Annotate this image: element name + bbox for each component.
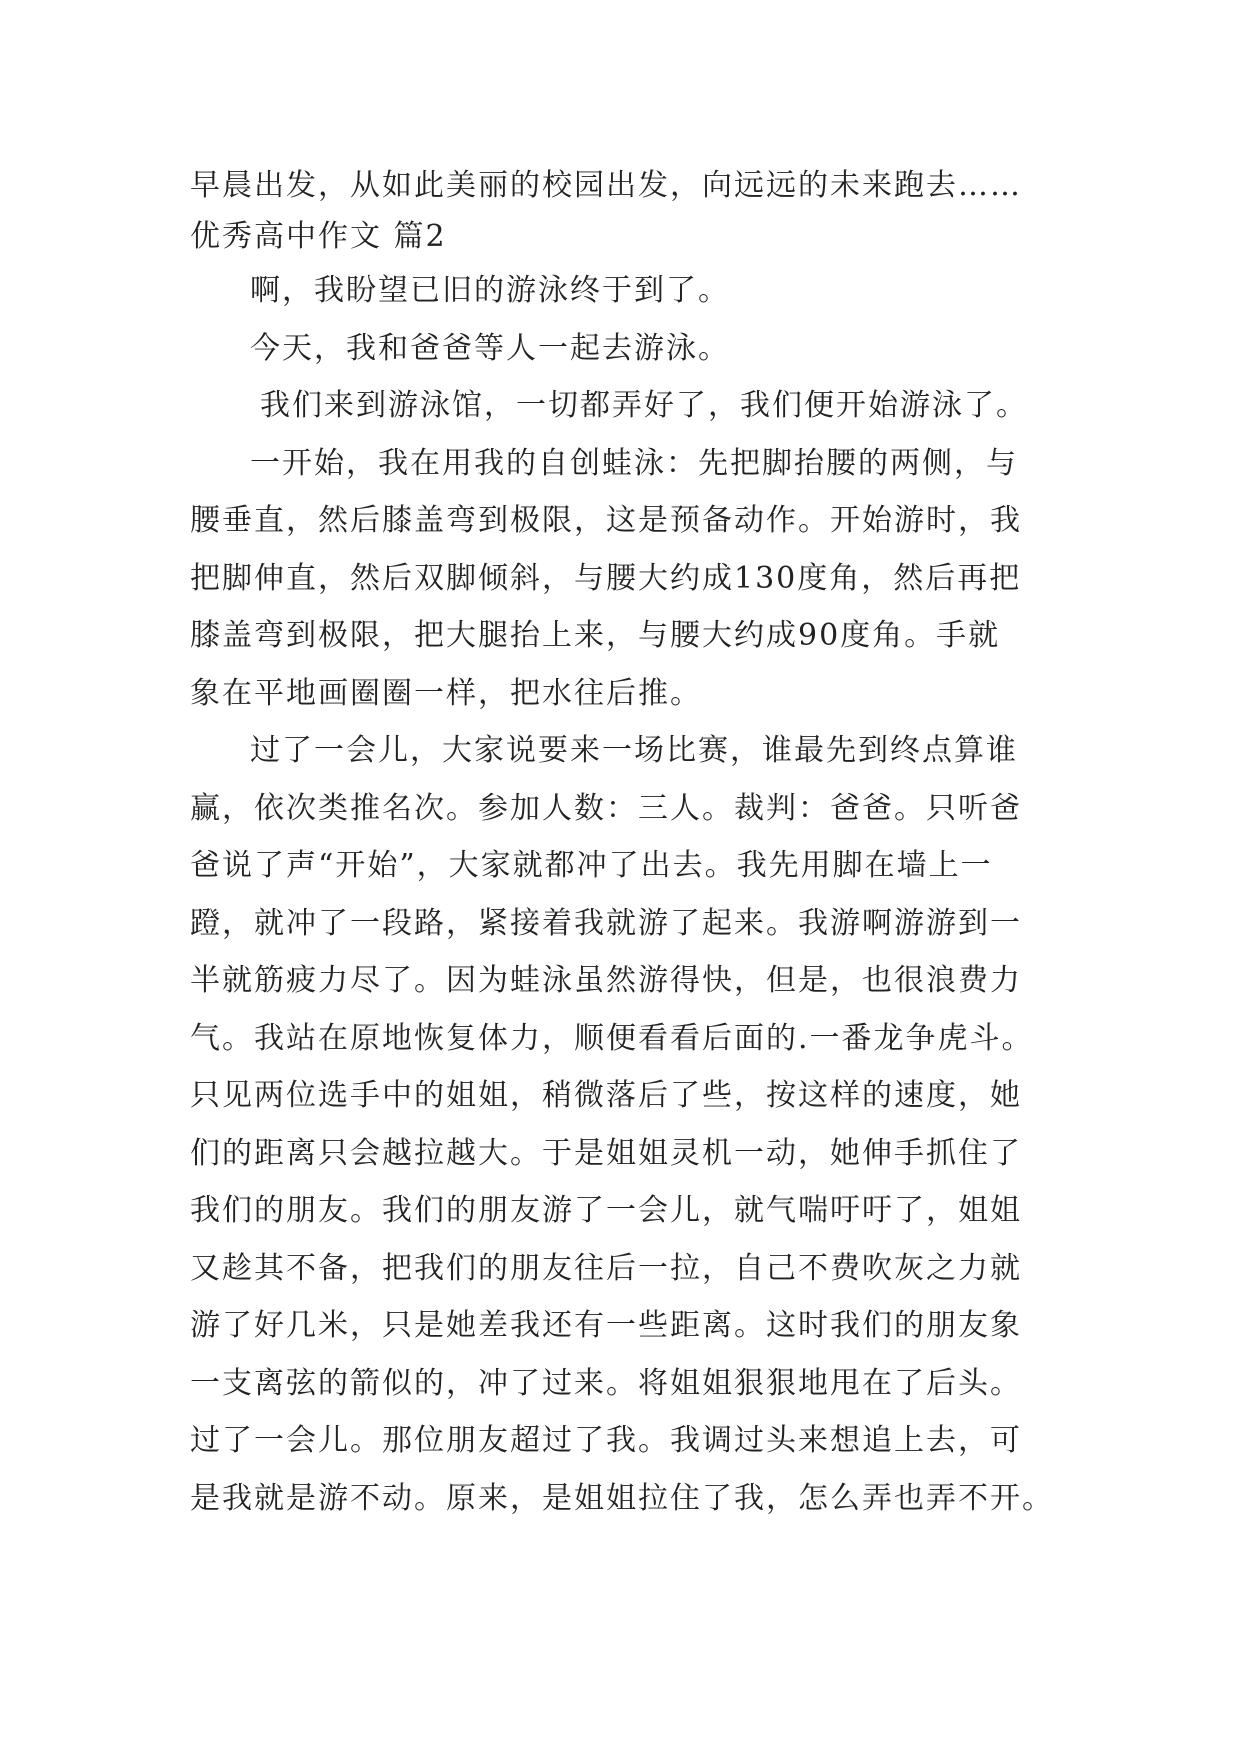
text-line: 只见两位选手中的姐姐，稍微落后了些，按这样的速度，她 — [190, 1078, 1022, 1113]
text-line: 半就筋疲力尽了。因为蛙泳虽然游得快，但是，也很浪费力 — [190, 963, 1022, 998]
text-line: 们的距离只会越拉越大。于是姐姐灵机一动，她伸手抓住了 — [190, 1135, 1022, 1171]
text-line: 气。我站在原地恢复体力，顺便看看后面的.一番龙争虎斗。 — [190, 1020, 1034, 1056]
text-line: 游了好几米，只是她差我还有一些距离。这时我们的朋友象 — [190, 1308, 1022, 1343]
text-line: 我们的朋友。我们的朋友游了一会儿，就气喘吁吁了，姐姐 — [190, 1193, 1022, 1228]
text-line: 一支离弦的箭似的，冲了过来。将姐姐狠狠地甩在了后头。 — [190, 1365, 1022, 1401]
text-line: 膝盖弯到极限，把大腿抬上来，与腰大约成90度角。手就 — [190, 618, 1001, 653]
text-line: 象在平地画圈圈一样，把水往后推。 — [190, 675, 702, 711]
paragraph-line: 啊，我盼望已旧的游泳终于到了。 — [250, 273, 730, 308]
text-line: 赢，依次类推名次。参加人数：三人。裁判：爸爸。只听爸 — [190, 790, 1022, 826]
text-line: 是我就是游不动。原来，是姐姐拉住了我，怎么弄也弄不开。 — [190, 1480, 1054, 1516]
paragraph-line: 过了一会儿，大家说要来一场比赛，谁最先到终点算谁 — [250, 733, 1018, 768]
paragraph-line: 今天，我和爸爸等人一起去游泳。 — [250, 330, 730, 366]
essay-heading: 优秀高中作文 篇2 — [190, 219, 447, 254]
text-line: 蹬，就冲了一段路，紧接着我就游了起来。我游啊游游到一 — [190, 905, 1022, 941]
paragraph-line: 一开始，我在用我的自创蛙泳：先把脚抬腰的两侧，与 — [250, 445, 1018, 481]
paragraph-line: 我们来到游泳馆，一切都弄好了，我们便开始游泳了。 — [260, 388, 1028, 423]
text-line: 腰垂直，然后膝盖弯到极限，这是预备动作。开始游时，我 — [190, 503, 1022, 538]
essay-text — [190, 160, 1090, 1527]
text-line: 又趁其不备，把我们的朋友往后一拉，自己不费吹灰之力就 — [190, 1250, 1022, 1286]
text-line: 把脚伸直，然后双脚倾斜，与腰大约成130度角，然后再把 — [190, 560, 1022, 596]
text-line: 过了一会儿。那位朋友超过了我。我调过头来想追上去，可 — [190, 1423, 1022, 1458]
text-line: 爸说了声“开始”，大家就都冲了出去。我先用脚在墙上一 — [190, 848, 993, 883]
text-line: 早晨出发，从如此美丽的校园出发，向远远的未来跑去…… — [190, 168, 1022, 203]
